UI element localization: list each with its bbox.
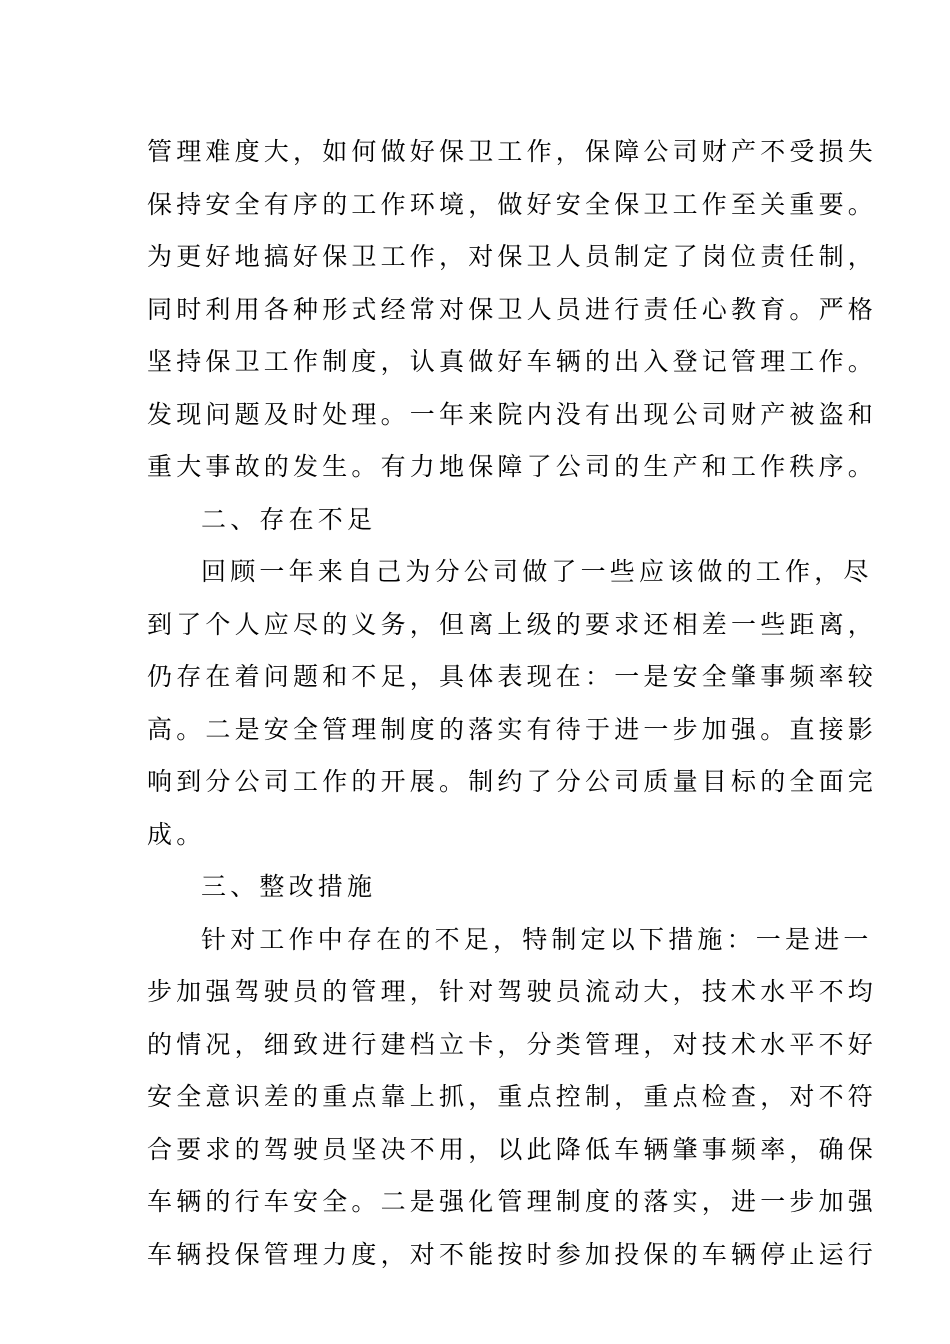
body-line: 步加强驾驶员的管理，针对驾驶员流动大，技术水平不均 xyxy=(147,977,878,1006)
body-line: 成。 xyxy=(147,819,206,849)
section-heading-shortcomings: 二、存在不足 xyxy=(201,504,377,534)
body-line: 管理难度大，如何做好保卫工作，保障公司财产不受损失 xyxy=(147,137,878,166)
paragraph-start-line: 回顾一年来自己为分公司做了一些应该做的工作，尽 xyxy=(201,557,873,586)
document-body xyxy=(147,126,878,1281)
body-line: 高。二是安全管理制度的落实有待于进一步加强。直接影 xyxy=(147,714,878,744)
body-line: 车辆的行车安全。二是强化管理制度的落实，进一步加强 xyxy=(147,1187,878,1216)
body-line: 车辆投保管理力度，对不能按时参加投保的车辆停止运行 xyxy=(147,1239,878,1269)
paragraph-start-line: 针对工作中存在的不足，特制定以下措施：一是进一 xyxy=(201,924,873,954)
body-line: 安全意识差的重点靠上抓，重点控制，重点检查，对不符 xyxy=(147,1082,878,1111)
body-line: 发现问题及时处理。一年来院内没有出现公司财产被盗和 xyxy=(147,399,878,429)
body-line: 到了个人应尽的义务，但离上级的要求还相差一些距离， xyxy=(147,609,878,639)
body-line: 同时利用各种形式经常对保卫人员进行责任心教育。严格 xyxy=(147,294,878,324)
body-line: 坚持保卫工作制度，认真做好车辆的出入登记管理工作。 xyxy=(147,347,878,376)
body-line: 重大事故的发生。有力地保障了公司的生产和工作秩序。 xyxy=(147,452,878,481)
section-heading-measures: 三、整改措施 xyxy=(201,872,377,901)
body-line: 响到分公司工作的开展。制约了分公司质量目标的全面完 xyxy=(147,767,878,796)
body-line: 为更好地搞好保卫工作，对保卫人员制定了岗位责任制， xyxy=(147,242,878,271)
body-line: 仍存在着问题和不足，具体表现在：一是安全肇事频率较 xyxy=(147,662,878,691)
body-line: 的情况，细致进行建档立卡，分类管理，对技术水平不好 xyxy=(147,1029,878,1059)
body-line: 合要求的驾驶员坚决不用，以此降低车辆肇事频率，确保 xyxy=(147,1134,878,1164)
body-line: 保持安全有序的工作环境，做好安全保卫工作至关重要。 xyxy=(147,189,878,219)
